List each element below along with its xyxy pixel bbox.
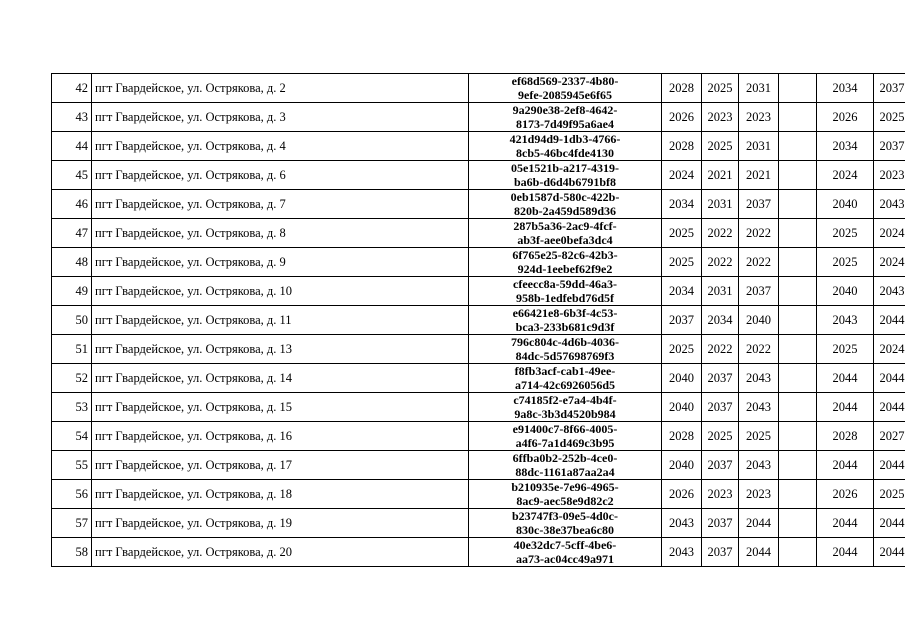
year-cell-6: 2043 <box>874 277 905 306</box>
year-cell-6: 2023 <box>874 161 905 190</box>
guid-cell <box>469 451 662 480</box>
year-cell-2: 2031 <box>702 277 739 306</box>
year-cell-1: 2040 <box>662 364 702 393</box>
year-cell-2: 2034 <box>702 306 739 335</box>
address-cell: пгт Гвардейское, ул. Острякова, д. 18 <box>92 480 469 509</box>
table-row <box>52 103 905 132</box>
row-number-cell: 53 <box>52 393 92 422</box>
table-row <box>52 219 905 248</box>
year-cell-5: 2040 <box>817 277 874 306</box>
year-cell-4 <box>779 190 817 219</box>
row-number-cell: 42 <box>52 74 92 103</box>
year-cell-1: 2024 <box>662 161 702 190</box>
table-row <box>52 277 905 306</box>
year-cell-1: 2025 <box>662 219 702 248</box>
table-row <box>52 364 905 393</box>
address-cell: пгт Гвардейское, ул. Острякова, д. 14 <box>92 364 469 393</box>
year-cell-4 <box>779 422 817 451</box>
table-row <box>52 74 905 103</box>
year-cell-5: 2043 <box>817 306 874 335</box>
year-cell-6: 2044 <box>874 509 905 538</box>
guid-line-1: 6f765e25-82c6-42b3- <box>512 248 618 262</box>
guid-cell <box>469 190 662 219</box>
row-number-cell: 50 <box>52 306 92 335</box>
guid-cell <box>469 277 662 306</box>
guid-line-1: e91400c7-8f66-4005- <box>512 422 618 436</box>
address-cell: пгт Гвардейское, ул. Острякова, д. 16 <box>92 422 469 451</box>
table-row <box>52 480 905 509</box>
guid-cell <box>469 161 662 190</box>
row-number-cell: 47 <box>52 219 92 248</box>
guid-cell <box>469 306 662 335</box>
guid-line-1: ef68d569-2337-4b80- <box>511 74 619 88</box>
guid-line-2: 830c-38e37bea6c80 <box>516 523 614 537</box>
year-cell-4 <box>779 277 817 306</box>
guid-line-1: 40e32dc7-5cff-4be6- <box>513 538 617 552</box>
address-cell: пгт Гвардейское, ул. Острякова, д. 15 <box>92 393 469 422</box>
year-cell-4 <box>779 364 817 393</box>
year-cell-1: 2025 <box>662 335 702 364</box>
year-cell-1: 2028 <box>662 422 702 451</box>
year-cell-4 <box>779 480 817 509</box>
address-cell: пгт Гвардейское, ул. Острякова, д. 8 <box>92 219 469 248</box>
guid-line-1: b23747f3-09e5-4d0c- <box>512 509 618 523</box>
year-cell-4 <box>779 161 817 190</box>
guid-line-1: cfeecc8a-59dd-46a3- <box>513 277 617 291</box>
year-cell-3: 2037 <box>739 190 779 219</box>
year-cell-2: 2021 <box>702 161 739 190</box>
table-row <box>52 248 905 277</box>
year-cell-1: 2028 <box>662 132 702 161</box>
year-cell-5: 2028 <box>817 422 874 451</box>
guid-line-1: 796c804c-4d6b-4036- <box>511 335 619 349</box>
year-cell-1: 2026 <box>662 480 702 509</box>
table-row <box>52 538 905 567</box>
year-cell-5: 2044 <box>817 393 874 422</box>
year-cell-4 <box>779 451 817 480</box>
year-cell-3: 2043 <box>739 393 779 422</box>
guid-line-2: ab3f-aee0befa3dc4 <box>517 233 613 247</box>
year-cell-6: 2025 <box>874 103 905 132</box>
year-cell-1: 2043 <box>662 538 702 567</box>
row-number-cell: 54 <box>52 422 92 451</box>
guid-cell <box>469 103 662 132</box>
guid-cell <box>469 509 662 538</box>
year-cell-4 <box>779 132 817 161</box>
year-cell-6: 2044 <box>874 364 905 393</box>
guid-cell <box>469 132 662 161</box>
year-cell-3: 2023 <box>739 103 779 132</box>
address-cell: пгт Гвардейское, ул. Острякова, д. 13 <box>92 335 469 364</box>
row-number-cell: 57 <box>52 509 92 538</box>
year-cell-2: 2031 <box>702 190 739 219</box>
row-number-cell: 51 <box>52 335 92 364</box>
row-number-cell: 58 <box>52 538 92 567</box>
table-row <box>52 190 905 219</box>
guid-line-1: f8fb3acf-cab1-49ee- <box>514 364 616 378</box>
year-cell-2: 2023 <box>702 480 739 509</box>
year-cell-6: 2024 <box>874 248 905 277</box>
year-cell-3: 2031 <box>739 74 779 103</box>
address-cell: пгт Гвардейское, ул. Острякова, д. 19 <box>92 509 469 538</box>
year-cell-5: 2025 <box>817 248 874 277</box>
guid-line-1: 287b5a36-2ac9-4fcf- <box>513 219 617 233</box>
year-cell-1: 2043 <box>662 509 702 538</box>
year-cell-1: 2026 <box>662 103 702 132</box>
guid-line-2: a4f6-7a1d469c3b95 <box>515 436 615 450</box>
row-number-cell: 55 <box>52 451 92 480</box>
year-cell-3: 2044 <box>739 509 779 538</box>
year-cell-3: 2044 <box>739 538 779 567</box>
year-cell-4 <box>779 103 817 132</box>
guid-cell <box>469 480 662 509</box>
year-cell-4 <box>779 335 817 364</box>
year-cell-5: 2026 <box>817 103 874 132</box>
year-cell-3: 2025 <box>739 422 779 451</box>
guid-line-1: b210935e-7e96-4965- <box>511 480 619 494</box>
year-cell-5: 2044 <box>817 538 874 567</box>
year-cell-5: 2034 <box>817 74 874 103</box>
row-number-cell: 45 <box>52 161 92 190</box>
guid-line-1: 9a290e38-2ef8-4642- <box>512 103 618 117</box>
guid-cell <box>469 538 662 567</box>
address-cell: пгт Гвардейское, ул. Острякова, д. 10 <box>92 277 469 306</box>
guid-line-2: a714-42c6926056d5 <box>515 378 615 392</box>
year-cell-2: 2022 <box>702 335 739 364</box>
guid-cell <box>469 364 662 393</box>
guid-line-2: 8ac9-aec58e9d82c2 <box>516 494 614 508</box>
address-cell: пгт Гвардейское, ул. Острякова, д. 11 <box>92 306 469 335</box>
year-cell-2: 2022 <box>702 219 739 248</box>
year-cell-4 <box>779 306 817 335</box>
guid-line-1: 0eb1587d-580c-422b- <box>510 190 620 204</box>
guid-line-1: c74185f2-e7a4-4b4f- <box>513 393 617 407</box>
guid-line-2: 820b-2a459d589d36 <box>513 204 617 218</box>
address-cell: пгт Гвардейское, ул. Острякова, д. 4 <box>92 132 469 161</box>
year-cell-6: 2044 <box>874 538 905 567</box>
guid-line-1: 421d94d9-1db3-4766- <box>509 132 621 146</box>
guid-line-2: bca3-233b681c9d3f <box>515 320 615 334</box>
guid-cell <box>469 335 662 364</box>
table-body <box>52 74 905 567</box>
table-row <box>52 451 905 480</box>
guid-line-1: 05e1521b-a217-4319- <box>511 161 619 175</box>
year-cell-5: 2025 <box>817 219 874 248</box>
year-cell-2: 2037 <box>702 393 739 422</box>
guid-cell <box>469 248 662 277</box>
row-number-cell: 48 <box>52 248 92 277</box>
year-cell-6: 2024 <box>874 335 905 364</box>
year-cell-3: 2037 <box>739 277 779 306</box>
guid-line-2: 8cb5-46bc4fde4130 <box>516 146 614 160</box>
table-row <box>52 161 905 190</box>
guid-line-2: 88dc-1161a87aa2a4 <box>515 465 615 479</box>
row-number-cell: 46 <box>52 190 92 219</box>
year-cell-1: 2034 <box>662 277 702 306</box>
table-row <box>52 422 905 451</box>
year-cell-2: 2037 <box>702 364 739 393</box>
year-cell-3: 2040 <box>739 306 779 335</box>
guid-line-2: 84dc-5d57698769f3 <box>515 349 615 363</box>
year-cell-3: 2022 <box>739 335 779 364</box>
row-number-cell: 44 <box>52 132 92 161</box>
row-number-cell: 49 <box>52 277 92 306</box>
year-cell-5: 2025 <box>817 335 874 364</box>
year-cell-4 <box>779 509 817 538</box>
year-cell-5: 2024 <box>817 161 874 190</box>
year-cell-4 <box>779 393 817 422</box>
guid-cell <box>469 74 662 103</box>
year-cell-1: 2040 <box>662 393 702 422</box>
year-cell-6: 2044 <box>874 393 905 422</box>
year-cell-4 <box>779 74 817 103</box>
address-cell: пгт Гвардейское, ул. Острякова, д. 20 <box>92 538 469 567</box>
year-cell-3: 2023 <box>739 480 779 509</box>
guid-line-2: aa73-ac04cc49a971 <box>516 552 614 566</box>
guid-line-2: 9efe-2085945e6f65 <box>518 88 612 102</box>
year-cell-6: 2024 <box>874 219 905 248</box>
year-cell-2: 2025 <box>702 74 739 103</box>
year-cell-6: 2027 <box>874 422 905 451</box>
year-cell-5: 2034 <box>817 132 874 161</box>
guid-cell <box>469 393 662 422</box>
year-cell-4 <box>779 538 817 567</box>
year-cell-6: 2037 <box>874 132 905 161</box>
address-cell: пгт Гвардейское, ул. Острякова, д. 2 <box>92 74 469 103</box>
year-cell-3: 2043 <box>739 364 779 393</box>
year-cell-3: 2022 <box>739 219 779 248</box>
year-cell-1: 2040 <box>662 451 702 480</box>
address-cell: пгт Гвардейское, ул. Острякова, д. 7 <box>92 190 469 219</box>
guid-line-2: 9a8c-3b3d4520b984 <box>514 407 616 421</box>
year-cell-1: 2025 <box>662 248 702 277</box>
year-cell-2: 2037 <box>702 451 739 480</box>
year-cell-2: 2025 <box>702 422 739 451</box>
year-cell-5: 2044 <box>817 364 874 393</box>
year-cell-6: 2037 <box>874 74 905 103</box>
year-cell-1: 2037 <box>662 306 702 335</box>
year-cell-5: 2040 <box>817 190 874 219</box>
year-cell-3: 2021 <box>739 161 779 190</box>
year-cell-6: 2025 <box>874 480 905 509</box>
year-cell-6: 2044 <box>874 306 905 335</box>
year-cell-2: 2037 <box>702 509 739 538</box>
guid-line-1: 6ffba0b2-252b-4ce0- <box>512 451 618 465</box>
year-cell-5: 2026 <box>817 480 874 509</box>
guid-line-2: 924d-1eebef62f9e2 <box>517 262 613 276</box>
year-cell-2: 2025 <box>702 132 739 161</box>
table-row <box>52 509 905 538</box>
table-row <box>52 393 905 422</box>
year-cell-6: 2043 <box>874 190 905 219</box>
guid-line-1: e66421e8-6b3f-4c53- <box>512 306 618 320</box>
table-row <box>52 132 905 161</box>
address-cell: пгт Гвардейское, ул. Острякова, д. 9 <box>92 248 469 277</box>
guid-line-2: 958b-1edfebd76d5f <box>515 291 614 305</box>
year-cell-5: 2044 <box>817 509 874 538</box>
year-cell-4 <box>779 248 817 277</box>
row-number-cell: 56 <box>52 480 92 509</box>
year-cell-1: 2034 <box>662 190 702 219</box>
year-cell-3: 2022 <box>739 248 779 277</box>
guid-line-2: 8173-7d49f95a6ae4 <box>516 117 614 131</box>
year-cell-2: 2023 <box>702 103 739 132</box>
housing-table <box>51 73 905 567</box>
year-cell-2: 2022 <box>702 248 739 277</box>
year-cell-4 <box>779 219 817 248</box>
address-cell: пгт Гвардейское, ул. Острякова, д. 6 <box>92 161 469 190</box>
address-cell: пгт Гвардейское, ул. Острякова, д. 3 <box>92 103 469 132</box>
year-cell-3: 2043 <box>739 451 779 480</box>
year-cell-6: 2044 <box>874 451 905 480</box>
year-cell-1: 2028 <box>662 74 702 103</box>
year-cell-3: 2031 <box>739 132 779 161</box>
guid-line-2: ba6b-d6d4b6791bf8 <box>513 175 617 189</box>
table-row <box>52 335 905 364</box>
table-row <box>52 306 905 335</box>
address-cell: пгт Гвардейское, ул. Острякова, д. 17 <box>92 451 469 480</box>
guid-cell <box>469 219 662 248</box>
row-number-cell: 43 <box>52 103 92 132</box>
year-cell-2: 2037 <box>702 538 739 567</box>
row-number-cell: 52 <box>52 364 92 393</box>
year-cell-5: 2044 <box>817 451 874 480</box>
guid-cell <box>469 422 662 451</box>
